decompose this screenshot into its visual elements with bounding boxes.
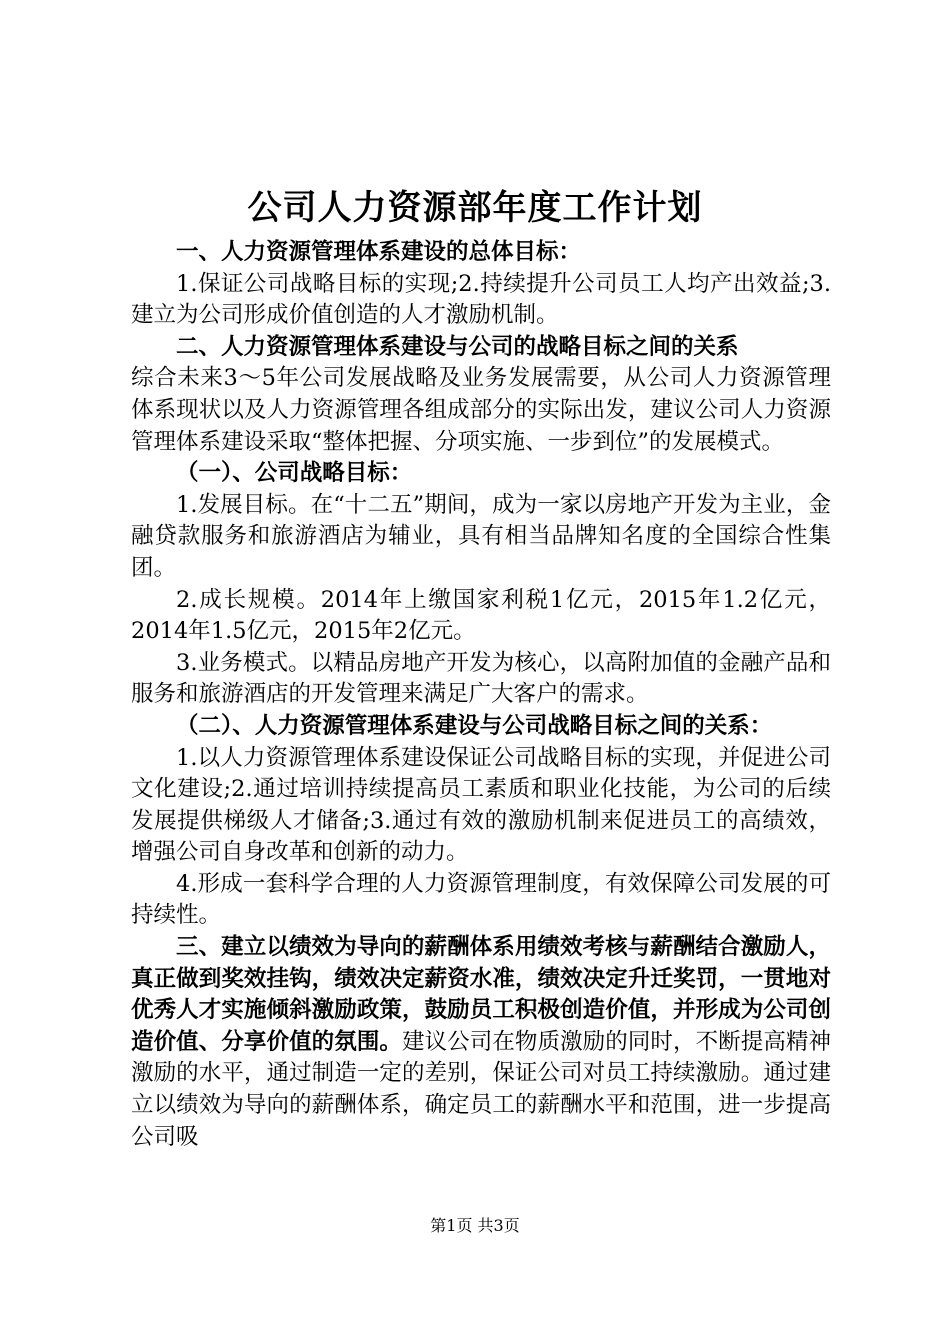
paragraph-6: 1.以人力资源管理体系建设保证公司战略目标的实现，并促进公司文化建设;2.通过培训持续提高员工素质和职业化技能，为公司的后续发展提供梯级人才储备;3.通过有效的激励机制来促进员工的高绩效，增强公司自身改革和创新的动力。 [131, 744, 831, 866]
section-heading-3: 三、建立以绩效为导向的薪酬体系用绩效考核与薪酬结合激励人，真正做到奖效挂钩，绩效决定薪资水准，绩效决定升迁奖罚，一贯地对优秀人才实施倾斜激励政策，鼓励员工积极创造价值，并形成为公司创造价值、分享价值的氛围。 [131, 934, 831, 1055]
page-footer: 第1页 共3页 [430, 1216, 520, 1235]
paragraph-8 [131, 932, 831, 1153]
paragraph-5: 3.业务模式。以精品房地产开发为核心，以高附加值的金融产品和服务和旅游酒店的开发管理来满足广大客户的需求。 [131, 649, 831, 708]
paragraph-1: 1.保证公司战略目标的实现;2.持续提升公司员工人均产出效益;3.建立为公司形成价值创造的人才激励机制。 [131, 270, 831, 329]
paragraph-2: 综合未来3～5年公司发展战略及业务发展需要，从公司人力资源管理体系现状以及人力资源管理各组成部分的实际出发，建议公司人力资源管理体系建设采取“整体把握、分项实施、一步到位”的发展模式。 [131, 365, 831, 455]
subsection-heading-1: （一）、公司战略目标： [176, 460, 413, 487]
paragraph-8-text: 建议公司在物质激励的同时，不断提高精神激励的水平，通过制造一定的差别，保证公司对员工持续激励。通过建立以绩效为导向的薪酬体系，确定员工的薪酬水平和范围，进一步提高公司吸 [131, 1028, 831, 1150]
paragraph-4: 2.成长规模。2014年上缴国家利税1亿元，2015年1.2亿元，2014年1.5亿元，2015年2亿元。 [131, 586, 831, 645]
document-title: 公司人力资源部年度工作计划 [247, 188, 703, 228]
section-heading-1: 一、人力资源管理体系建设的总体目标： [176, 239, 582, 265]
subsection-heading-2: （二）、人力资源管理体系建设与公司战略目标之间的关系： [176, 712, 773, 739]
paragraph-7: 4.形成一套科学合理的人力资源管理制度，有效保障公司发展的可持续性。 [131, 870, 831, 929]
document-body [131, 237, 831, 1153]
paragraph-3: 1.发展目标。在“十二五”期间，成为一家以房地产开发为主业，金融贷款服务和旅游酒店为辅业，具有相当品牌知名度的全国综合性集团。 [131, 491, 831, 581]
section-heading-2: 二、人力资源管理体系建设与公司的战略目标之间的关系 [176, 333, 739, 360]
